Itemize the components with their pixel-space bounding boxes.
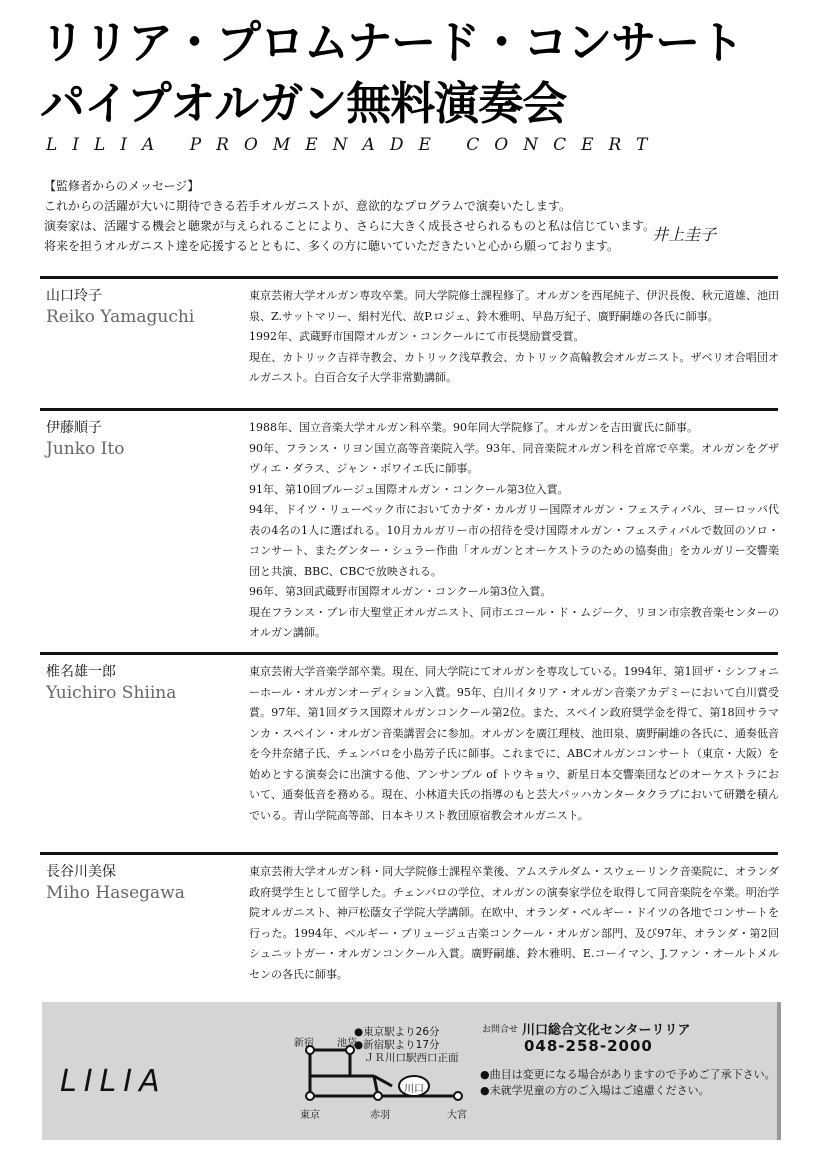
route-info: ＪＲ川口駅西口正面 xyxy=(364,1052,459,1064)
station-marker xyxy=(374,1092,382,1100)
title-line-2: パイプオルガン無料演奏会 xyxy=(40,77,567,130)
biography xyxy=(249,286,779,389)
station-label: 赤羽 xyxy=(370,1110,390,1121)
profile-block xyxy=(40,656,778,852)
performer-name xyxy=(46,286,241,328)
bio-paragraph: 現在フランス・ブレ市大聖堂正オルガニスト、同市エコール・ド・ムジーク、リヨン市宗教音楽センターのオルガン講師。 xyxy=(249,605,779,639)
name-japanese: 椎名雄一郎 xyxy=(46,664,116,680)
bio-paragraph: 1988年、国立音楽大学オルガン科卒業。90年同大学院修了。オルガンを吉田實氏に師事。 xyxy=(249,421,698,434)
bio-paragraph: 現在、カトリック吉祥寺教会、カトリック浅草教会、カトリック高輪教会オルガニスト。ザベリオ合唱団オルガニスト。白百合女子大学非常勤講師。 xyxy=(249,350,779,384)
title-line-1: リリア・プロムナード・コンサート xyxy=(40,16,744,69)
message-line: 演奏家は、活躍する機会と聴衆が与えられることにより、さらに大きく成長させられるものと私は信じています。 xyxy=(44,219,656,233)
station-label: 新宿 xyxy=(294,1038,314,1049)
signature: 井上圭子 xyxy=(652,225,717,244)
message-heading: 【監修者からのメッセージ】 xyxy=(44,179,200,193)
footer-note: ●未就学児童の方のご入場はご遠慮ください。 xyxy=(480,1084,710,1097)
name-english: Junko Ito xyxy=(46,439,125,459)
divider xyxy=(40,408,778,411)
divider xyxy=(40,652,778,655)
name-english: Miho Hasegawa xyxy=(46,883,185,903)
bio-paragraph: 1992年、武蔵野市国際オルガン・コンクールにて市長奨励賞受賞。 xyxy=(249,330,585,343)
contact-phone: 048-258-2000 xyxy=(524,1037,653,1055)
performer-name xyxy=(46,418,241,460)
divider xyxy=(40,852,778,855)
station-label: 東京 xyxy=(300,1110,320,1121)
bio-paragraph: 96年、第3回武蔵野市国際オルガン・コンクール第3位入賞。 xyxy=(249,585,552,598)
station-marker xyxy=(454,1092,462,1100)
bio-paragraph: 90年、フランス・リヨン国立高等音楽院入学。93年、同音楽院オルガン科を首席で卒業。オルガンをグザヴィエ・ダラス、ジャン・ボワイエ氏に師事。 xyxy=(249,441,779,475)
name-english: Yuichiro Shiina xyxy=(46,683,177,703)
profile-block xyxy=(40,280,778,408)
english-subtitle: LILIA PROMENADE CONCERT xyxy=(46,135,663,155)
bio-paragraph: 東京芸術大学オルガン専攻卒業。同大学院修士課程修了。オルガンを西尾純子、伊沢長俊、秋元道雄、池田泉、Z.サットマリー、絹村光代、故P.ロジェ、鈴木雅明、早島万紀子、廣野嗣雄の各氏に師事。 xyxy=(249,289,779,323)
performer-name xyxy=(46,662,241,704)
lilia-logo: LILIA xyxy=(60,1064,167,1099)
contact-label: お問合せ xyxy=(482,1025,519,1035)
bio-paragraph: 東京芸術大学音楽学部卒業。現在、同大学院にてオルガンを専攻している。1994年、第1回ザ・シンフォニーホール・オルガンオーディション入賞。95年、白川イタリア・オルガン音楽アカデミーにおいて白川賞受賞。97年、第1回ダラス国際オルガンコンクール第2位。また、スペイン政府奨学金を得て、第18回サラマンカ・スペイン・オルガン音楽講習会に参加。オルガンを廣江理枝、池田泉、廣野嗣雄の各氏に、通奏低音を今井奈緒子氏、チェンバロを小島芳子氏に師事。これまでに、ABCオルガンコンサート（東京・大阪）を始めとする演奏会に出演する他、アンサンブル of トウキョウ、新星日本交響楽団などのオーケストラにおいて、通奏低音を務める。現在、小林道夫氏の指導のもと芸大バッハカンタータクラブにおいて研鑽を積んでいる。青山学院高等部、日本キリスト教団原宿教会オルガニスト。 xyxy=(249,665,779,822)
footer-note: ●曲目は変更になる場合がありますので予めご了承下さい。 xyxy=(480,1068,776,1081)
performer-name xyxy=(46,862,241,904)
bio-paragraph: 94年、ドイツ・リューベック市においてカナダ・カルガリー国際オルガン・フェスティバル、ヨーロッパ代表の4名の1人に選ばれる。10月カルガリー市の招待を受け国際オルガン・フェスティバルで数回のソロ・コンサート、またグンター・シュラー作曲「オルガンとオーケストラのための協奏曲」をカルガリー交響楽団と共演、BBC、CBCで放映される。 xyxy=(249,503,779,578)
biography xyxy=(249,662,779,826)
station-marker xyxy=(306,1092,314,1100)
name-japanese: 長谷川美保 xyxy=(46,864,116,880)
biography xyxy=(249,862,779,985)
station-label: 池袋 xyxy=(337,1038,357,1049)
name-japanese: 山口玲子 xyxy=(46,288,102,304)
biography xyxy=(249,418,779,644)
profile-block xyxy=(40,412,778,652)
name-english: Reiko Yamaguchi xyxy=(46,307,195,327)
station-label: 川口 xyxy=(404,1084,424,1095)
message-line: 将来を担うオルガニスト達を応援するとともに、多くの方に聴いていただきたいと心から願っております。 xyxy=(44,239,620,253)
divider xyxy=(40,276,778,279)
profile-block xyxy=(40,856,778,996)
message-line: これからの活躍が大いに期待できる若手オルガニストが、意欲的なプログラムで演奏いたします。 xyxy=(44,199,571,213)
contact-name: 川口総合文化センターリリア xyxy=(522,1023,691,1038)
route-info: ●東京駅より26分 xyxy=(354,1026,440,1038)
bio-paragraph: 東京芸術大学オルガン科・同大学院修士課程卒業後、アムステルダム・スウェーリンク音楽院に、オランダ政府奨学生として留学した。チェンバロの学位、オルガンの演奏家学位を取得して同音楽院を卒業。明治学院オルガニスト、神戸松蔭女子学院大学講師。在欧中、オランダ・ベルギー・ドイツの各地でコンサートを行った。1994年、ベルギー・ブリュージュ古楽コンクール・オルガン部門、及び97年、オランダ・第2回シュニットガー・オルガンコンクール入賞。廣野嗣雄、鈴木雅明、E.コーイマン、J.ファン・オールトメルセンの各氏に師事。 xyxy=(249,865,779,981)
route-info: ●新宿駅より17分 xyxy=(354,1039,440,1051)
station-label: 大宮 xyxy=(447,1110,467,1121)
name-japanese: 伊藤順子 xyxy=(46,420,102,436)
footer-panel xyxy=(42,1002,781,1140)
bio-paragraph: 91年、第10回ブルージュ国際オルガン・コンクール第3位入賞。 xyxy=(249,482,569,496)
